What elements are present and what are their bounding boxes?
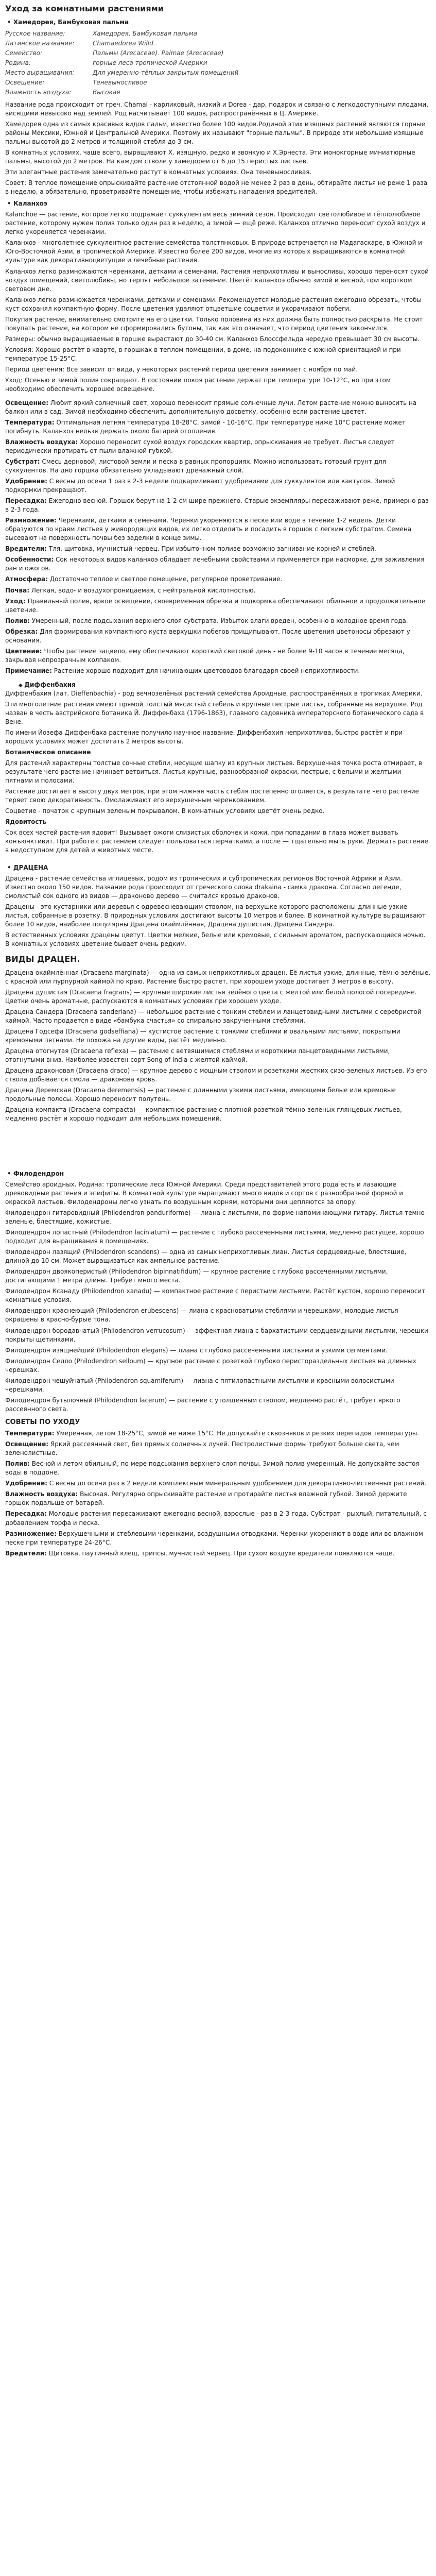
paragraph: Филодендрон чешуйчатый (Philodendron squamiferum) — лиана с пятилопастными листьями и красными волосистыми черешками. — [5, 1377, 394, 1393]
paragraph: Драцена душистая (Dracaena fragrans) — крупные широкие листья зелёного цвета с желтой или белой полосой посередине. Цветки очень ароматные, распускаются в комнатных условиях при хорошем уходе. — [5, 988, 417, 1005]
tip-item: Размножение: Верхушечными и стеблевыми черенками, воздушными отводками. Черенки укореняют в воде или во влажном песке при температуре 24-26°С. — [5, 1530, 423, 1546]
paragraph: Kalanchoe — растение, которое легко подражает суккулентам весь зимний сезон. Происходит светолюбивое и тёплолюбивое растение, которому нужен полив только один раз в неделю, а зимой — ещё реже. Каланхоэ отлично переносит сухой воздух и легко укореняется черенками. — [5, 211, 426, 236]
paragraph: Размеры: обычно выращиваемые в горшке вырастают до 30-40 см. Каланхоэ Блоссфельда нередко превышает 30 см высоты. — [5, 335, 420, 343]
care-item: Освещение: Любит яркий солнечный свет, хорошо переносит прямые солнечные лучи. Летом растение можно выносить на балкон или в сад. Зимой необходимо обеспечить дополнительную досветку, особенно если растение цветет. — [5, 399, 417, 415]
paragraph: Название рода происходит от греч. Chamai - карликовый, низкий и Dorea - дар, подарок и связано с легкодоступными плодами, висящими невысоко над землей. Род насчитывает 100 видов, распространённых в Ц. Америке. — [5, 100, 429, 117]
paragraph: Покупая растение, внимательно смотрите на его цветки. Только половина из них должна быть полностью раскрыта. Не стоит покупать растение, на котором не сформировались бутоны, так как это означает, что период цветения закончился. — [5, 315, 423, 332]
care-item: Температура: Оптимальная летняя температура 18-28°С, зимой - 10-16°С. При температуре ниже 10°С растение может погибнуть. Каланхоэ нельзя держать около батарей отопления. — [5, 418, 406, 435]
section-heading-types: ВИДЫ ДРАЦЕН. — [5, 954, 80, 964]
info-row: Освещение: Теневыносливое — [5, 78, 147, 86]
section-title-dracena: • ДРАЦЕНА — [7, 863, 431, 872]
paragraph: Эти элегантные растения замечательно растут в комнатных условиях. Она теневыносливая. — [5, 168, 312, 176]
info-row: Родина: горные леса тропической Америки — [5, 59, 207, 66]
paragraph: Семейство ароидных. Родина: тропические леса Южной Америки. Среди представителей этого рода есть и лазающие древовидные растения и эпифиты. В комнатной культуре выращивают много видов и сортов с разнообразной формой и окраской листьев. Филодендроны легко узнать по воздушным корням, которыми они цепляются за опору. — [5, 1181, 403, 1206]
tip-item: Удобрение: С весны до осени раз в 2 недели комплексным минеральным удобрением для декоративно-лиственных растений. — [5, 1480, 427, 1487]
paragraph: В естественных условиях драцены цветут. Цветки мелкие, белые или кремовые, с сильным ароматом, распускающиеся ночью. В комнатных условиях цветение бывает очень редким. — [5, 931, 426, 947]
paragraph: Каланхоэ легко размножаются черенками, детками и семенами. Растения неприхотливы и выносливы, хорошо переносят сухой воздух помещений, светолюбивы, но терпят небольшое затенение. Цветёт каланхоэ обычно зимой и весной, при коротком световом дне. — [5, 267, 429, 293]
care-item: Пересадка: Ежегодно весной. Горшок берут на 1-2 см шире прежнего. Старые экземпляры пересаживают реже, примерно раз в 2-3 года. — [5, 497, 429, 514]
paragraph: Для растений характерны толстые сочные стебли, несущие шапку из крупных листьев. Верхушечная точка роста отмирает, в результате чего растение начинает ветвиться. Листья крупные, разнообразной окраски, пестрые, с белыми и желтыми пятнами и полосами. — [5, 759, 423, 785]
paragraph: Филодендрон бутылочный (Philodendron lacerum) — растение с утолщенным стволом, медленно растёт, требует яркого рассеянного света. — [5, 1396, 400, 1413]
care-item: Влажность воздуха: Хорошо переносит сухой воздух городских квартир, опрыскивания не требует. Листья следует периодически протирать от пыли влажной губкой. — [5, 438, 395, 455]
paragraph: Эти многолетние растения имеют прямой толстый мясистый стебель и крупные пестрые листья, собранные на верхушке. Род назван в честь австрийского ботаника Й. Диффенбаха (1796-1863), главного садовника императорского ботанического сада в Вене. — [5, 701, 424, 726]
paragraph: Филодендрон Ксанаду (Philodendron xanadu) — компактное растение с перистыми листьями. Растёт кустом, хорошо переносит комнатные условия. — [5, 1287, 426, 1304]
paragraph: Филодендрон двоякоперистый (Philodendron bipinnatifidum) — крупное растение с глубоко рассеченными листьями, достигающими 1 метра длины. Требует много места. — [5, 1268, 388, 1284]
paragraph: Филодендрон гитаровидный (Philodendron panduriforme) — лиана с листьями, по форме напоминающими гитару. Листья темно-зеленые, блестящие, кожистые. — [5, 1209, 427, 1226]
paragraph: Драцена Годсефа (Dracaena godseffiana) — кустистое растение с тонкими стеблями и овальными листьями, покрытыми кремовыми пятнами. Не похожа на другие виды, растёт медленно. — [5, 1027, 400, 1044]
care-item: Размножение: Черенками, детками и семенами. Черенки укореняются в песке или воде в течение 1-2 недель. Детки образуются по краям листьев у живородящих видов, их легко отделить и посадить в горшок с легким субстратом. Семена высевают на поверхность почвы без заделки в конце зимы. — [5, 517, 412, 542]
paragraph: Драцена Деремская (Dracaena deremensis) — растение с длинными узкими листьями, имеющими белые или кремовые продольные полосы. Хорошо переносит полутень. — [5, 1086, 396, 1103]
info-table — [5, 29, 242, 97]
tip-item: Вредители: Щитовка, паутинный клещ, трипсы, мучнистый червец. При сухом воздухе вредители появляются чаще. — [5, 1549, 395, 1557]
info-row: Место выращивания: Для умеренно-тёплых закрытых помещений — [5, 69, 239, 76]
tip-item: Освещение: Яркий рассеянный свет, без прямых солнечных лучей. Пестролистные формы требуют больше света, чем зеленолистные. — [5, 1440, 399, 1457]
paragraph: Филодендрон лазящий (Philodendron scandens) — одна из самых неприхотливых лиан. Листья сердцевидные, блестящие, длиной до 10 см. Может выращиваться как ампельное растение. — [5, 1248, 407, 1265]
section-title-kalanchoe: • Каланхоэ — [7, 199, 431, 208]
section-title-dieffenbachia: ◆ Диффенбахия — [19, 681, 431, 689]
care-item: Уход: Правильный полив, яркое освещение, своевременная обрезка и подкормка обеспечивают обильное и продолжительное цветение. — [5, 597, 425, 614]
tip-item: Влажность воздуха: Высокая. Регулярно опрыскивайте растение и протирайте листья влажной губкой. Зимой держите горшок подальше от батарей. — [5, 1490, 407, 1507]
care-item: Полив: Умеренный, после подсыхания верхнего слоя субстрата. Избыток влаги вреден, особенно в холодное время года. — [5, 617, 408, 624]
paragraph: Период цветения: Все зависит от вида, у некоторых растений период цветения занимает с ноября по май. — [5, 365, 358, 373]
paragraph: Драцена драконовая (Dracaena draco) — крупное дерево с мощным стволом и розетками жестких сизо-зеленых листьев. Из его ствола добывается смола — драконова кровь. — [5, 1066, 427, 1083]
paragraph: Драцена отогнутая (Dracaena reflexa) — растение с ветвящимися стеблями и короткими ланцетовидными листьями, отогнутыми вниз. Наиболее известен сорт Song of India с желтой каймой. — [5, 1047, 390, 1063]
paragraph: Драцена компакта (Dracaena compacta) — компактное растение с плотной розеткой тёмно-зелёных глянцевых листьев, медленно растёт и хорошо подходит для небольших помещений. — [5, 1106, 402, 1122]
section-heading-tips: СОВЕТЫ ПО УХОДУ — [5, 1418, 80, 1426]
subheading: Ботаническое описание — [5, 749, 91, 756]
care-item: Атмосфера: Достаточно теплое и светлое помещение, регулярное проветривание. — [5, 575, 283, 583]
info-row: Латинское название: Chamaedorea Willd. — [5, 39, 155, 47]
tip-item: Полив: Весной и летом обильный, по мере подсыхания верхнего слоя почвы. Зимой полив умеренный. Не допускайте застоя воды в поддоне. — [5, 1460, 420, 1477]
care-item: Вредители: Тля, щитовка, мучнистый червец. При избыточном поливе возможно загнивание корней и стеблей. — [5, 545, 376, 553]
care-item: Субстрат: Смесь дерновой, листовой земли и песка в равных пропорциях. Можно использовать готовый грунт для суккулентов. На дно горшка обязательно укладывают дренажный слой. — [5, 458, 386, 474]
paragraph: Филодендрон краснеющий (Philodendron erubescens) — лиана с красноватыми стеблями и черешками, молодые листья окрашены в красно-бурые тона. — [5, 1307, 398, 1324]
care-item: Обрезка: Для формирования компактного куста верхушки побегов прищипывают. После цветения цветоносы обрезают у основания. — [5, 628, 410, 644]
paragraph: Каланхоэ - многолетнее суккулентное растение семейства толстянковых. В природе встречается на Мадагаскаре, в Южной и Юго-Восточной Азии, в тропической Америке. Известно более 200 видов, многие из которых выращиваются в комнатной культуре как декоративноцветущие и лечебные растения. — [5, 239, 422, 264]
paragraph: Растение достигает в высоту двух метров, при этом нижняя часть стебля постепенно оголяется, в результате чего растение теряет свою декоративность. Омолаживают его верхушечным черенкованием. — [5, 788, 419, 804]
subheading: Ядовитость — [5, 818, 47, 826]
paragraph: Соцветие - початок с крупным зеленым покрывалом. В комнатных условиях цветёт очень редко. — [5, 807, 325, 815]
paragraph: Филодендрон бородавчатый (Philodendron verrucosum) — эффектная лиана с бархатистыми сердцевидными листьями, черешки покрыты щетинками. — [5, 1327, 428, 1343]
info-row: Русское название: Хамедорея, Бамбуковая пальма — [5, 29, 198, 37]
paragraph: Филодендрон Селло (Philodendron selloum) — крупное растение с розеткой глубоко перистораздельных листьев на длинных черешках. — [5, 1357, 416, 1374]
paragraph: Каланхоэ легко размножается черенками, детками и семенами. Рекомендуется молодые растения ежегодно обрезать, чтобы куст сохранял компактную форму. После цветения удаляют отцветшие соцветия и укорачивают побеги. — [5, 296, 422, 312]
paragraph: Сок всех частей растения ядовит! Вызывает ожоги слизистых оболочек и кожи, при попадании в глаза может вызвать конъюнктивит. При работе с растением следует пользоваться перчатками, а после — тщательно мыть руки. Держать растение в недоступном для детей и животных месте. — [5, 829, 428, 854]
tip-item: Пересадка: Молодые растения пересаживают ежегодно весной, взрослые - раз в 2-3 года. Субстрат - рыхлый, питательный, с добавлением торфа и песка. — [5, 1510, 427, 1527]
care-item: Цветение: Чтобы растение зацвело, ему обеспечивают короткий световой день - не более 9-10 часов в течение месяца, закрывая непрозрачным колпаком. — [5, 647, 405, 664]
paragraph: Драцена Сандера (Dracaena sanderiana) — небольшое растение с тонким стеблем и ланцетовидными листьями с серебристой каймой. Часто продается в виде «бамбука счастья» со спирально закрученными стеблями. — [5, 1008, 422, 1024]
care-item: Удобрение: С весны до осени 1 раз в 2-3 недели подкармливают удобрениями для суккулентов или кактусов. Зимой подкормки прекращают. — [5, 478, 395, 494]
care-item: Почва: Легкая, водо- и воздухопроницаемая, с нейтральной кислотностью. — [5, 586, 256, 594]
tip-item: Температура: Умеренная, летом 18-25°С, зимой не ниже 15°С. Не допускайте сквозняков и резких перепадов температуры. — [5, 1430, 419, 1437]
paragraph: Драцены - это кустарники или деревья с одревесневающим стволом, на верхушке которого расположены длинные узкие листья, собранные в розетку. В природных условиях достигают высоты 10 метров и более. В комнатной культуре выращивают более 10 видов, наиболее популярны Драцена окаймлённая, Драцена душистая, Драцена Сандера. — [5, 903, 426, 928]
paragraph: В комнатных условиях, чаще всего, выращивают Х. изящную, редко и звонкую и Х.Эрнеста. Эти монокгорные миниатюрные пальмы, высотой до 2 метров. На каждом стволе у хамедореи от 6 до 15 перистых листьев. — [5, 149, 415, 165]
paragraph: Условия: Хорошо растёт в кварте, в горшках в теплом помещении, в доме, на подоконнике с южной ориентацией и при температуре 15-25°С. — [5, 346, 401, 362]
page-title: Уход за комнатными растениями — [5, 4, 164, 13]
section-title-hamedorea: • Хамедорея, Бамбуковая пальма — [7, 18, 431, 27]
paragraph: По имени Йозефа Диффенбаха растение получило научное название. Диффенбахия неприхотлива, быстро растёт и при хороших условиях может достигать 2 метров высоты. — [5, 729, 403, 745]
paragraph: Драцена окаймлённая (Dracaena marginata) — одна из самых неприхотливых драцен. Её листья узкие, длинные, тёмно-зелёные, с красной или пурпурной каймой по краю. Растение быстро растет, при хорошем уходе достигает 3 метров в высоту. — [5, 969, 431, 985]
paragraph: Уход: Осенью и зимой полив сокращают. В состоянии покоя растение держат при температуре 10-12°С, но при этом необходимо обеспечить хорошее освещение. — [5, 376, 391, 393]
info-row: Влажность воздуха: Высокая — [5, 88, 120, 96]
paragraph: Драцена - растение семейства иглицевых, родом из тропических и субтропических регионов Восточной Африки и Азии. Известно около 150 видов. Название рода происходит от греческого слова drakaina - самка дракона. Согласно легенде, смолистый сок одного из видов — драконово дерево — считался кровью драконов. — [5, 874, 402, 900]
paragraph: Хамедорея одна из самых красивых видов пальм, известно более 100 видов.Родиной этих изящных растений являются горные районы Мексики, Южной и Центральной Америки. Поэтому их называют "горные пальмы". В природе эти небольшие изящные пальмы высотой до 2 метров и толщиной стебля до 3 см. — [5, 121, 425, 146]
paragraph: Филодендрон изящнейший (Philodendron elegans) — лиана с глубоко рассеченными листьями и узкими сегментами. — [5, 1346, 388, 1354]
paragraph: Филодендрон лопастный (Philodendron laciniatum) — растение с глубоко рассеченными листьями, медленно растущее, хорошо подходит для выращивания в помещениях. — [5, 1229, 424, 1245]
care-item: Примечание: Растение хорошо подходит для начинающих цветоводов благодаря своей неприхотливости. — [5, 667, 360, 674]
care-item: Особенности: Сок некоторых видов каланхоэ обладает лечебными свойствами и применяется при насморке, для заживления ран и ожогов. — [5, 556, 425, 572]
info-row: Семейство: Пальмы (Arecaceae). Palmae (Arecaceae) — [5, 49, 224, 57]
section-title-philodendron: • Филодендрон — [7, 1170, 431, 1178]
paragraph: Диффенбахия (лат. Dieffenbachia) - род вечнозелёных растений семейства Ароидные, распространённых в тропиках Америки. — [5, 689, 423, 697]
tip-paragraph: Совет: В теплое помещение опрыскивайте растение отстоянной водой не менее 2 раз в день, обтирайте листья не реже 1 раза в неделю, а обязательно, проветривайте помещение, чтобы избежать нападения вредителей. — [5, 179, 428, 196]
